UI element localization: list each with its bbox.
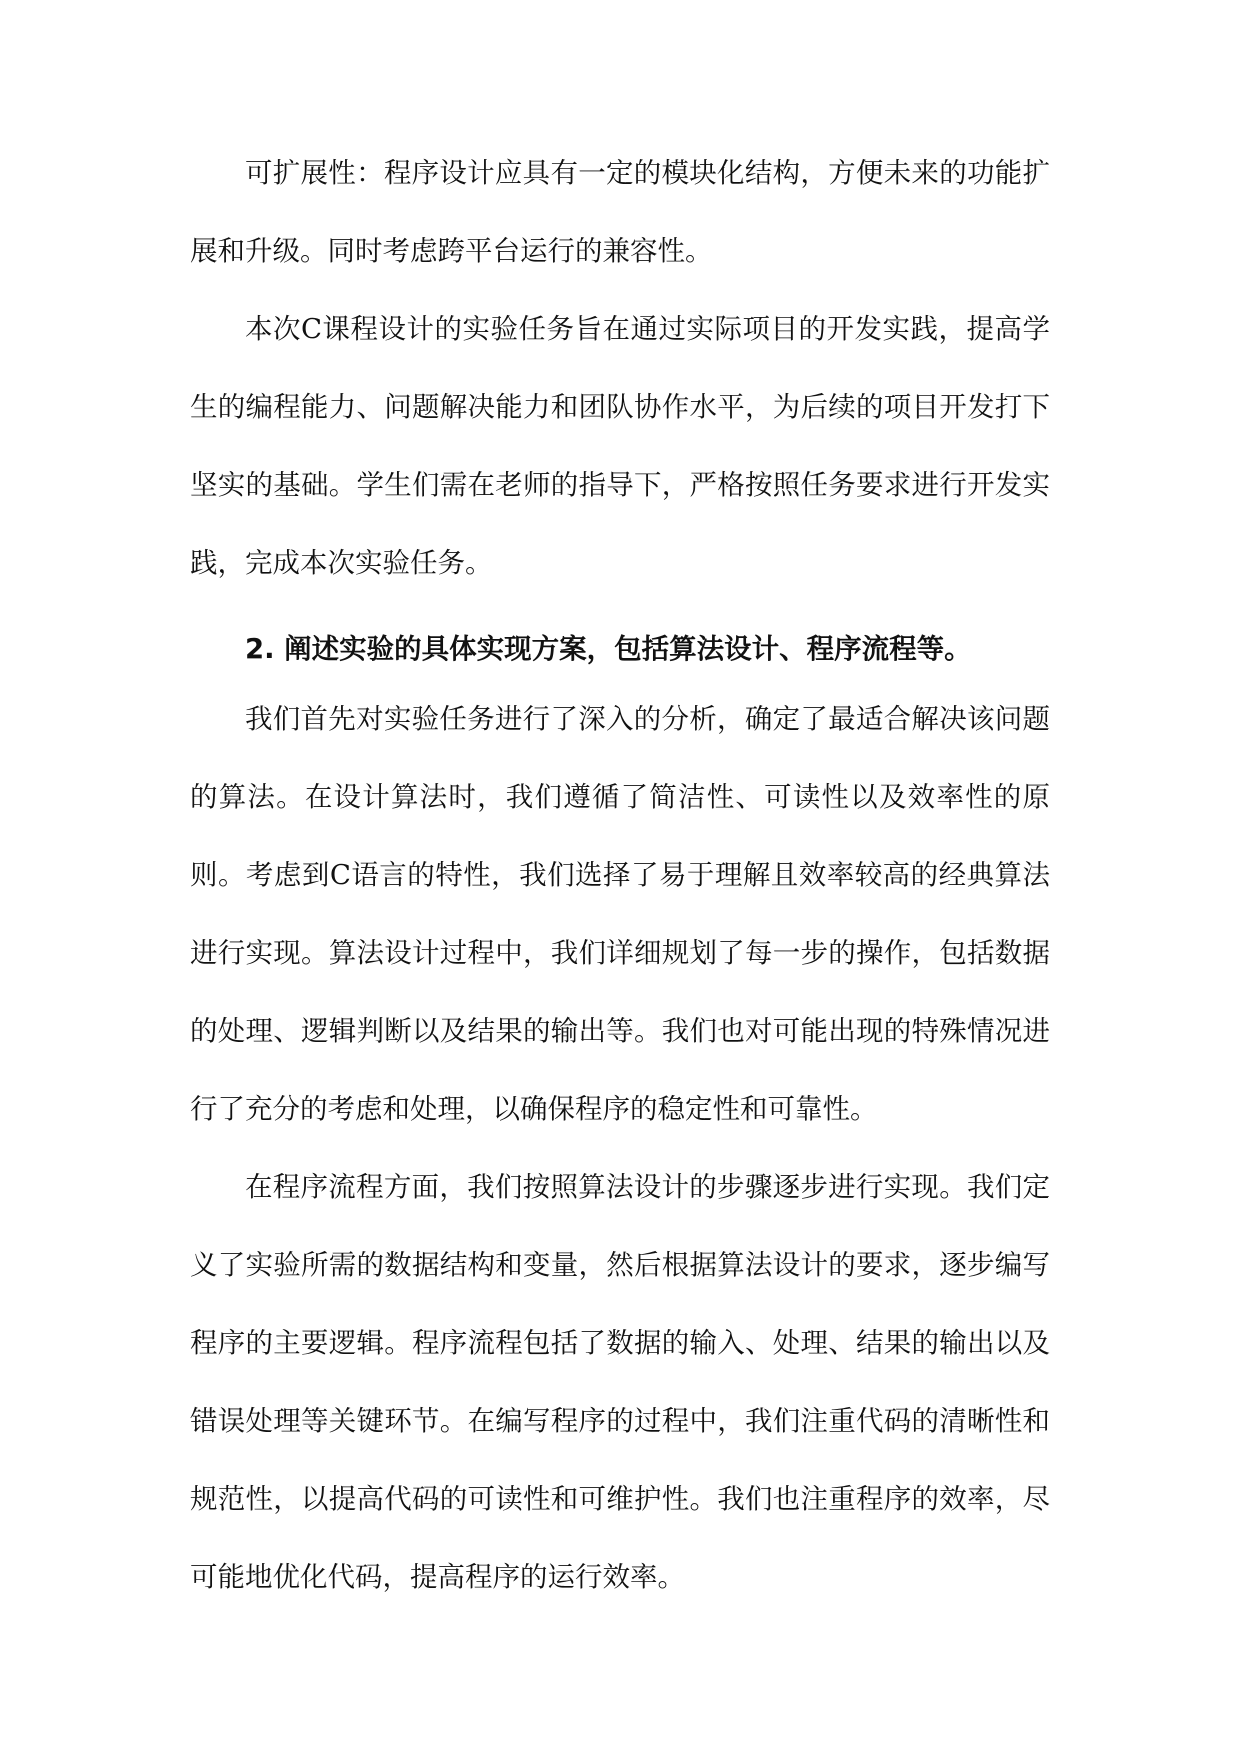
section-1-tail xyxy=(190,134,1050,602)
section-2-body xyxy=(190,680,1050,1616)
paragraph-algorithm-design: 我们首先对实验任务进行了深入的分析，确定了最适合解决该问题的算法。在设计算法时，我们遵循了简洁性、可读性以及效率性的原则。考虑到C语言的特性，我们选择了易于理解且效率较高的经典算法进行实现。算法设计过程中，我们详细规划了每一步的操作，包括数据的处理、逻辑判断以及结果的输出等。我们也对可能出现的特殊情况进行了充分的考虑和处理，以确保程序的稳定性和可靠性。 xyxy=(190,703,1050,1125)
paragraph-scalability: 可扩展性：程序设计应具有一定的模块化结构，方便未来的功能扩展和升级。同时考虑跨平台运行的兼容性。 xyxy=(190,157,1050,267)
paragraph-task-summary: 本次C课程设计的实验任务旨在通过实际项目的开发实践，提高学生的编程能力、问题解决能力和团队协作水平，为后续的项目开发打下坚实的基础。学生们需在老师的指导下，严格按照任务要求进行开发实践，完成本次实验任务。 xyxy=(190,313,1050,579)
paragraph-program-flow: 在程序流程方面，我们按照算法设计的步骤逐步进行实现。我们定义了实验所需的数据结构和变量，然后根据算法设计的要求，逐步编写程序的主要逻辑。程序流程包括了数据的输入、处理、结果的输出以及错误处理等关键环节。在编写程序的过程中，我们注重代码的清晰性和规范性，以提高代码的可读性和可维护性。我们也注重程序的效率，尽可能地优化代码，提高程序的运行效率。 xyxy=(190,1171,1050,1593)
section-2-heading: 2. 阐述实验的具体实现方案，包括算法设计、程序流程等。 xyxy=(245,633,972,665)
